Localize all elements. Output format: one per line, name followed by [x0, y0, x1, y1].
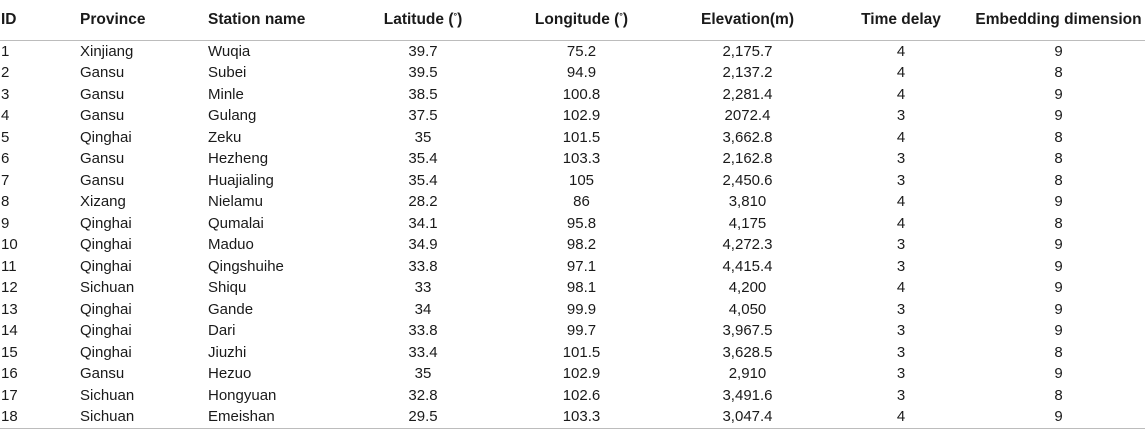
cell-province: Sichuan — [80, 386, 135, 404]
cell-embedding-dimension: 8 — [1054, 214, 1063, 232]
cell-longitude: 101.5 — [562, 128, 601, 146]
cell-id: 14 — [1, 322, 18, 339]
cell-embedding-dimension: 9 — [1054, 300, 1063, 318]
cell-latitude: 37.5 — [408, 107, 438, 124]
cell-embedding-dimension: 9 — [1054, 193, 1063, 210]
cell-elevation: 2,162.8 — [722, 150, 773, 167]
cell-id: 9 — [1, 214, 10, 232]
cell-embedding-dimension: 8 — [1054, 128, 1063, 146]
cell-latitude: 35 — [414, 365, 432, 382]
cell-province: Gansu — [80, 150, 125, 167]
header-station-name: Station name — [208, 0, 348, 40]
table-row — [0, 277, 1145, 299]
cell-province: Gansu — [80, 85, 125, 103]
cell-station-name: Dari — [208, 322, 236, 339]
cell-elevation: 3,662.8 — [722, 128, 773, 146]
cell-time-delay: 3 — [896, 300, 906, 318]
cell-time-delay: 3 — [896, 322, 906, 339]
cell-elevation: 2,175.7 — [722, 42, 773, 60]
table-row — [0, 105, 1145, 127]
cell-latitude: 33 — [414, 279, 432, 296]
cell-station-name: Gulang — [208, 107, 257, 124]
cell-province: Qinghai — [80, 343, 132, 361]
table-row — [0, 191, 1145, 213]
cell-station-name: Huajialing — [208, 171, 274, 189]
cell-id: 13 — [1, 300, 18, 318]
cell-id: 6 — [1, 150, 10, 167]
cell-province: Xinjiang — [80, 42, 134, 60]
cell-elevation: 2,910 — [728, 365, 767, 382]
table-row — [0, 40, 1145, 62]
cell-province: Sichuan — [80, 406, 208, 428]
cell-time-delay: 4 — [896, 64, 906, 81]
cell-elevation: 3,810 — [728, 193, 767, 210]
cell-time-delay: 3 — [896, 150, 906, 167]
cell-id: 5 — [1, 128, 10, 146]
table-row — [0, 170, 1145, 192]
cell-elevation: 2,137.2 — [722, 64, 773, 81]
cell-province: Qinghai — [80, 214, 132, 232]
cell-latitude: 32.8 — [408, 386, 438, 404]
cell-time-delay: 3 — [896, 107, 906, 124]
cell-id: 18 — [0, 406, 80, 428]
header-province: Province — [80, 0, 208, 40]
cell-station-name: Emeishan — [208, 406, 348, 428]
cell-longitude: 100.8 — [562, 85, 601, 103]
cell-elevation: 2,281.4 — [722, 85, 773, 103]
cell-latitude: 33.4 — [408, 343, 438, 361]
cell-station-name: Subei — [208, 64, 247, 81]
cell-station-name: Maduo — [208, 236, 254, 253]
cell-longitude: 94.9 — [566, 64, 597, 81]
cell-longitude: 95.8 — [566, 214, 597, 232]
cell-latitude: 28.2 — [408, 193, 438, 210]
cell-province: Qinghai — [80, 322, 132, 339]
cell-station-name: Qingshuihe — [208, 257, 284, 275]
table-row — [0, 234, 1145, 256]
header-latitude-label: Latitude ( — [383, 10, 454, 28]
degree-symbol: ° — [619, 10, 623, 21]
cell-embedding-dimension: 9 — [1054, 365, 1063, 382]
cell-id: 7 — [1, 171, 10, 189]
cell-latitude: 33.8 — [408, 322, 438, 339]
cell-station-name: Nielamu — [208, 193, 264, 210]
cell-province: Xizang — [80, 193, 126, 210]
cell-embedding-dimension: 9 — [1054, 107, 1063, 124]
header-id: ID — [0, 0, 80, 40]
cell-province: Sichuan — [80, 279, 135, 296]
cell-embedding-dimension: 8 — [1054, 343, 1063, 361]
cell-longitude: 86 — [573, 193, 590, 210]
cell-station-name: Hezuo — [208, 365, 252, 382]
cell-province: Qinghai — [80, 128, 132, 146]
degree-symbol: ° — [453, 10, 458, 21]
cell-longitude: 98.1 — [566, 279, 597, 296]
header-elevation: Elevation(m) — [665, 0, 830, 40]
cell-time-delay: 3 — [896, 386, 906, 404]
cell-station-name: Wuqia — [208, 42, 251, 60]
header-longitude-label: Longitude ( — [534, 10, 620, 28]
cell-time-delay: 4 — [896, 279, 906, 296]
cell-latitude: 34 — [414, 300, 432, 318]
header-latitude — [348, 0, 498, 40]
cell-station-name: Gande — [208, 300, 254, 318]
cell-latitude: 34.1 — [408, 214, 438, 232]
cell-latitude: 35 — [414, 128, 432, 146]
cell-embedding-dimension: 9 — [1054, 257, 1063, 275]
cell-elevation: 4,415.4 — [722, 257, 773, 275]
cell-longitude: 102.6 — [562, 386, 601, 404]
table-row — [0, 127, 1145, 149]
cell-elevation: 3,491.6 — [722, 386, 773, 404]
cell-latitude: 33.8 — [408, 257, 438, 275]
cell-time-delay: 4 — [896, 193, 906, 210]
cell-province: Qinghai — [80, 236, 132, 253]
cell-station-name: Zeku — [208, 128, 242, 146]
cell-latitude: 29.5 — [348, 406, 498, 428]
cell-elevation: 4,050 — [728, 300, 767, 318]
cell-embedding-dimension: 9 — [1054, 279, 1063, 296]
cell-time-delay: 3 — [896, 257, 906, 275]
cell-longitude: 105 — [568, 171, 595, 189]
table-row — [0, 385, 1145, 407]
cell-id: 10 — [1, 236, 18, 253]
table-row — [0, 213, 1145, 235]
cell-time-delay: 3 — [896, 236, 906, 253]
cell-elevation: 4,200 — [728, 279, 767, 296]
cell-latitude: 35.4 — [408, 150, 438, 167]
table-row — [0, 363, 1145, 385]
header-longitude-close: ) — [622, 10, 629, 28]
cell-province: Gansu — [80, 107, 125, 124]
cell-station-name: Hezheng — [208, 150, 269, 167]
cell-longitude: 103.3 — [562, 150, 601, 167]
cell-station-name: Jiuzhi — [208, 343, 247, 361]
cell-time-delay: 4 — [830, 406, 972, 428]
cell-longitude: 103.3 — [498, 406, 665, 428]
table-row — [0, 406, 1145, 428]
cell-time-delay: 3 — [896, 365, 906, 382]
cell-latitude: 38.5 — [408, 85, 438, 103]
table-row — [0, 84, 1145, 106]
cell-time-delay: 3 — [896, 343, 906, 361]
cell-longitude: 101.5 — [562, 343, 601, 361]
cell-latitude: 39.7 — [408, 42, 438, 60]
cell-longitude: 99.9 — [566, 300, 597, 318]
cell-id: 15 — [1, 343, 18, 361]
table-row — [0, 62, 1145, 84]
cell-id: 3 — [1, 85, 10, 103]
table-row — [0, 342, 1145, 364]
cell-id: 16 — [1, 365, 18, 382]
cell-longitude: 75.2 — [566, 42, 597, 60]
cell-time-delay: 4 — [896, 128, 906, 146]
cell-latitude: 35.4 — [408, 171, 438, 189]
cell-station-name: Minle — [208, 85, 244, 103]
cell-id: 4 — [1, 107, 10, 124]
cell-id: 11 — [1, 257, 17, 275]
cell-id: 8 — [1, 193, 10, 210]
cell-elevation: 3,047.4 — [665, 406, 830, 428]
table-row — [0, 320, 1145, 342]
cell-station-name: Hongyuan — [208, 386, 277, 404]
cell-elevation: 2072.4 — [724, 107, 771, 124]
cell-id: 1 — [1, 42, 10, 60]
cell-id: 17 — [1, 386, 18, 404]
header-time-delay: Time delay — [830, 0, 972, 40]
cell-embedding-dimension: 8 — [1054, 64, 1063, 81]
cell-id: 12 — [1, 279, 18, 296]
header-row — [0, 0, 1145, 40]
cell-province: Gansu — [80, 171, 125, 189]
cell-longitude: 102.9 — [562, 365, 601, 382]
cell-id: 2 — [1, 64, 10, 81]
cell-station-name: Shiqu — [208, 279, 247, 296]
cell-latitude: 34.9 — [408, 236, 438, 253]
header-longitude — [498, 0, 665, 40]
cell-province: Gansu — [80, 64, 125, 81]
cell-longitude: 98.2 — [566, 236, 597, 253]
cell-elevation: 2,450.6 — [722, 171, 773, 189]
cell-embedding-dimension: 9 — [1054, 322, 1063, 339]
cell-embedding-dimension: 8 — [1054, 386, 1063, 404]
table-row — [0, 256, 1145, 278]
cell-embedding-dimension: 9 — [1054, 236, 1063, 253]
cell-province: Gansu — [80, 365, 125, 382]
table-body — [0, 40, 1145, 428]
cell-elevation: 4,175 — [728, 214, 767, 232]
cell-province: Qinghai — [80, 300, 132, 318]
cell-longitude: 99.7 — [566, 322, 597, 339]
cell-embedding-dimension: 9 — [972, 406, 1145, 428]
cell-province: Qinghai — [80, 257, 132, 275]
cell-embedding-dimension: 8 — [1054, 171, 1063, 189]
cell-longitude: 97.1 — [566, 257, 597, 275]
cell-time-delay: 4 — [896, 85, 906, 103]
cell-time-delay: 4 — [896, 214, 906, 232]
cell-time-delay: 3 — [896, 171, 906, 189]
header-embedding-dimension: Embedding dimension — [972, 0, 1145, 40]
header-latitude-close: ) — [457, 10, 463, 28]
cell-elevation: 3,628.5 — [722, 343, 773, 361]
cell-elevation: 3,967.5 — [722, 322, 773, 339]
cell-latitude: 39.5 — [408, 64, 438, 81]
table-row — [0, 299, 1145, 321]
cell-longitude: 102.9 — [562, 107, 601, 124]
cell-station-name: Qumalai — [208, 214, 264, 232]
cell-time-delay: 4 — [896, 42, 906, 60]
cell-embedding-dimension: 9 — [1054, 85, 1063, 103]
table-row — [0, 148, 1145, 170]
cell-embedding-dimension: 9 — [1054, 42, 1063, 60]
cell-embedding-dimension: 8 — [1054, 150, 1063, 167]
cell-elevation: 4,272.3 — [722, 236, 773, 253]
